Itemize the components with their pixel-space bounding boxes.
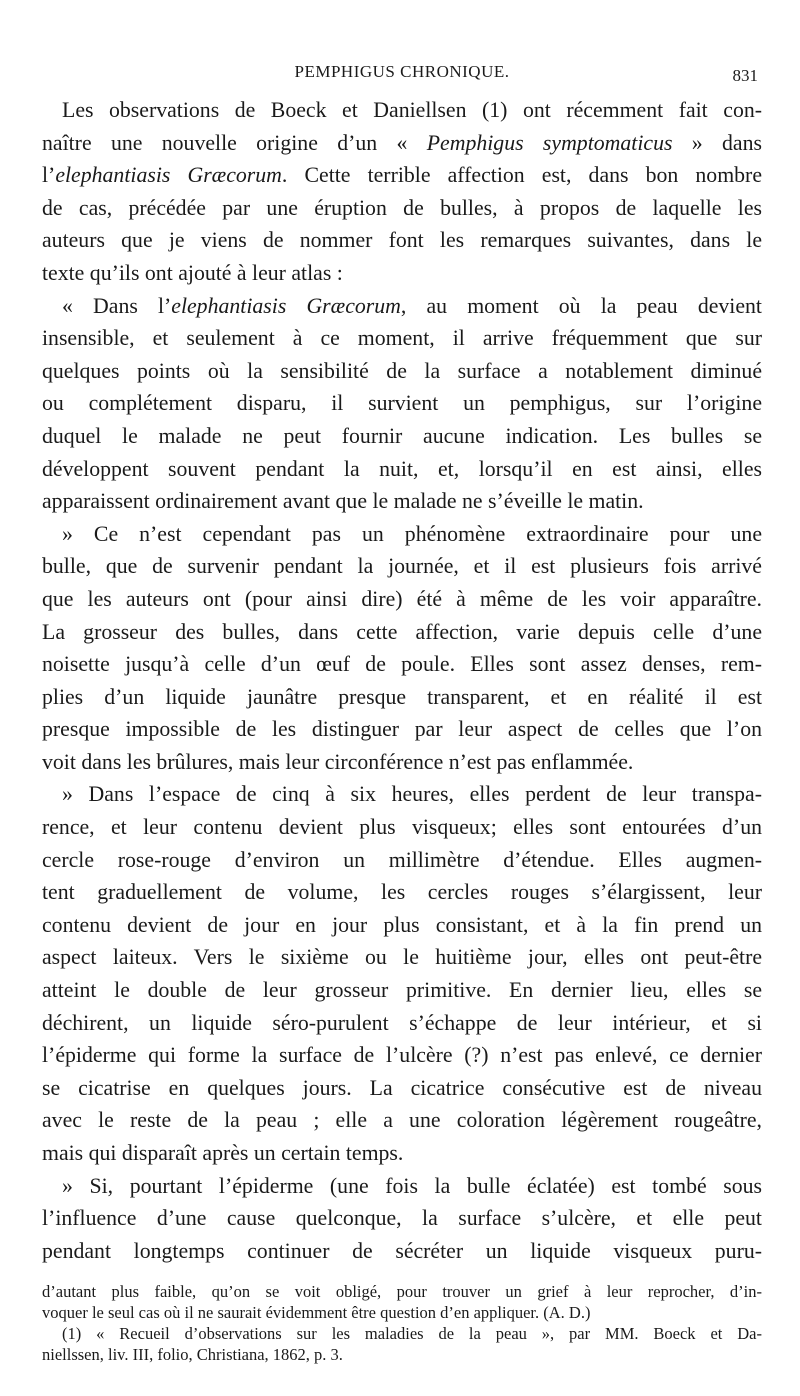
text-line: presque impossible de les distinguer par leur aspect de celles que l’on <box>42 717 762 742</box>
text-line: » Ce n’est cependant pas un phénomène extraordinaire pour une <box>62 521 762 546</box>
footnote-line: voquer le seul cas où il ne saurait évidemment être question d’en appliquer. (A. D.) <box>42 1303 591 1323</box>
text-line: mais qui disparaît après un certain temps. <box>42 1141 404 1165</box>
text-line: ou complétement disparu, il survient un pemphigus, sur l’origine <box>42 391 762 416</box>
text-line: La grosseur des bulles, dans cette affection, varie depuis celle d’une <box>42 619 762 644</box>
text-line: de cas, précédée par une éruption de bulles, à propos de laquelle les <box>42 195 762 220</box>
text-line: apparaissent ordinairement avant que le malade ne s’éveille le matin. <box>42 489 644 514</box>
text-line: déchirent, un liquide séro-purulent s’échappe de leur intérieur, et si <box>42 1010 762 1035</box>
text-line: « Dans l’elephantiasis Græcorum, au moment où la peau devient <box>62 293 762 318</box>
text-line: pendant longtemps continuer de sécréter un liquide visqueux puru- <box>42 1238 762 1263</box>
text-line: » Dans l’espace de cinq à six heures, elles perdent de leur transpa- <box>62 782 762 807</box>
text-line: l’épiderme qui forme la surface de l’ulcère (?) n’est pas enlevé, ce dernier <box>42 1043 762 1068</box>
text-line: insensible, et seulement à ce moment, il arrive fréquemment que sur <box>42 326 762 351</box>
text-line: rence, et leur contenu devient plus visqueux; elles sont entourées d’un <box>42 815 762 840</box>
footnote-line: (1) « Recueil d’observations sur les maladies de la peau », par MM. Boeck et Da- <box>62 1324 762 1344</box>
text-line: quelques points où la sensibilité de la surface a notablement diminué <box>42 358 762 383</box>
text-line: duquel le malade ne peut fournir aucune indication. Les bulles se <box>42 423 762 448</box>
text-line: développent souvent pendant la nuit, et, lorsqu’il en est ainsi, elles <box>42 456 762 481</box>
text-line: tent graduellement de volume, les cercles rouges s’élargissent, leur <box>42 880 762 905</box>
text-line: naître une nouvelle origine d’un « Pemphigus symptomaticus » dans <box>42 130 762 155</box>
running-title: PEMPHIGUS CHRONIQUE. <box>294 62 510 81</box>
text-line: cercle rose-rouge d’environ un millimètre d’étendue. Elles augmen- <box>42 847 762 872</box>
text-line: se cicatrise en quelques jours. La cicatrice consécutive est de niveau <box>42 1075 762 1100</box>
main-text <box>42 94 762 1267</box>
footnotes <box>42 1281 762 1365</box>
text-line: contenu devient de jour en jour plus consistant, et à la fin prend un <box>42 912 762 937</box>
text-line: noisette jusqu’à celle d’un œuf de poule. Elles sont assez denses, rem- <box>42 652 762 677</box>
page-header <box>42 60 762 94</box>
page-number: 831 <box>732 66 758 85</box>
text-line: que les auteurs ont (pour ainsi dire) été à même de les voir apparaître. <box>42 586 762 611</box>
text-line: l’influence d’une cause quelconque, la surface s’ulcère, et elle peut <box>42 1206 762 1231</box>
text-line: l’elephantiasis Græcorum. Cette terrible affection est, dans bon nombre <box>42 163 762 188</box>
text-line: avec le reste de la peau ; elle a une coloration légèrement rougeâtre, <box>42 1108 762 1133</box>
text-line: voit dans les brûlures, mais leur circonférence n’est pas enflammée. <box>42 749 634 774</box>
footnote-line: d’autant plus faible, qu’on se voit obligé, pour trouver un grief à leur reprocher, d’in- <box>42 1282 762 1302</box>
text-line: auteurs que je viens de nommer font les remarques suivantes, dans le <box>42 228 762 253</box>
text-line: texte qu’ils ont ajouté à leur atlas : <box>42 260 343 285</box>
text-line: aspect laiteux. Vers le sixième ou le huitième jour, elles ont peut-être <box>42 945 762 970</box>
footnote-line: niellssen, liv. III, folio, Christiana, 1862, p. 3. <box>42 1345 343 1365</box>
text-line: bulle, que de survenir pendant la journée, et il est plusieurs fois arrivé <box>42 554 762 579</box>
text-line: plies d’un liquide jaunâtre presque transparent, et en réalité il est <box>42 684 762 709</box>
text-line: atteint le double de leur grosseur primitive. En dernier lieu, elles se <box>42 978 762 1003</box>
text-line: » Si, pourtant l’épiderme (une fois la bulle éclatée) est tombé sous <box>62 1173 762 1198</box>
text-line: Les observations de Boeck et Daniellsen (1) ont récemment fait con- <box>62 98 762 122</box>
